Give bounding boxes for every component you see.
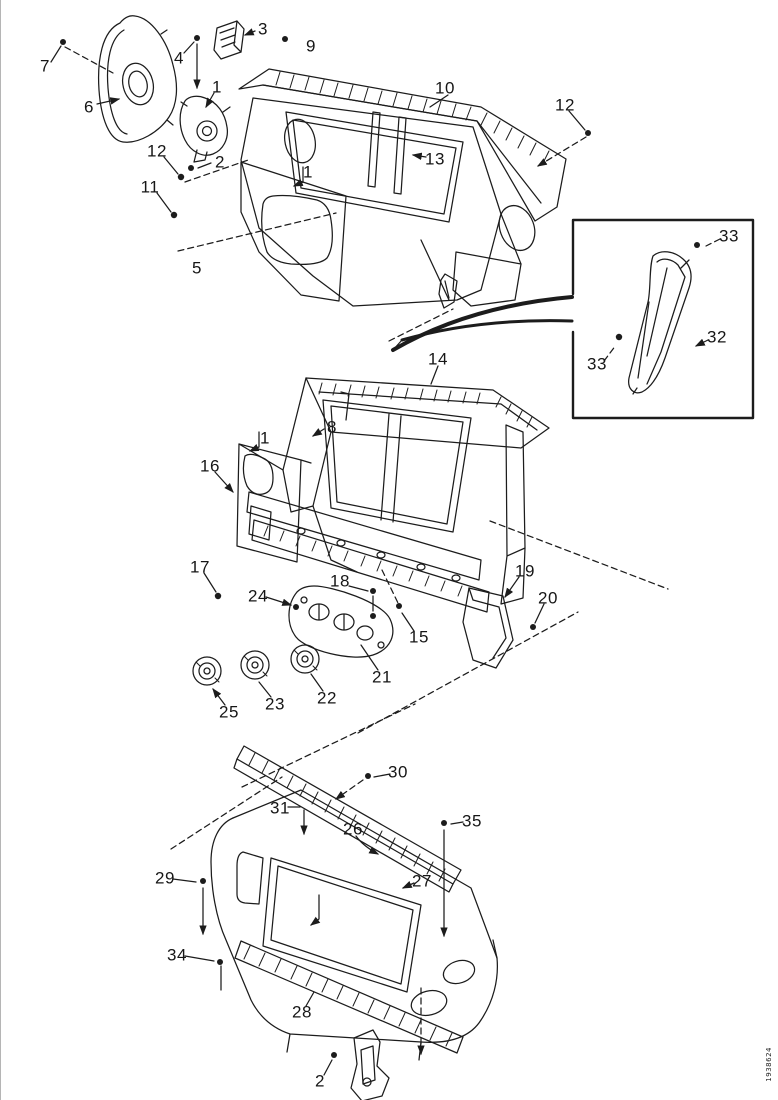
callout-22-28: 22	[317, 688, 337, 708]
lower-console-art	[211, 746, 497, 1060]
callout-34-37: 34	[167, 945, 187, 965]
callout-12-13: 12	[555, 95, 575, 115]
callout-25-30: 25	[219, 702, 239, 722]
parts-diagram-art	[1, 0, 778, 1100]
callout-35-34: 35	[462, 811, 482, 831]
callout-7-0: 7	[40, 56, 50, 76]
callout-17-21: 17	[190, 557, 210, 577]
callout-6-1: 6	[84, 97, 94, 117]
callout-14-17: 14	[428, 349, 448, 369]
callout-2-39: 2	[315, 1071, 325, 1091]
callout-16-19: 16	[200, 456, 220, 476]
callout-8-18: 8	[327, 417, 337, 437]
callout-29-36: 29	[155, 868, 175, 888]
drawing-id-text: 1938624	[765, 1047, 773, 1082]
callout-33-16: 33	[587, 354, 607, 374]
lower-bracket-art	[351, 1030, 389, 1100]
control-plate-art	[289, 586, 393, 657]
pillar-trim-art	[629, 252, 691, 394]
callout-4-3: 4	[174, 48, 184, 68]
callout-32-15: 32	[707, 327, 727, 347]
callout-30-31: 30	[388, 762, 408, 782]
console-housing-art	[237, 378, 549, 612]
callout-9-4: 9	[306, 36, 316, 56]
callout-15-24: 15	[409, 627, 429, 647]
callout-26-33: 26	[343, 819, 363, 839]
callout-20-26: 20	[538, 588, 558, 608]
callout-5-9: 5	[192, 258, 202, 278]
callout-1-5: 1	[212, 77, 222, 97]
callout-12-7: 12	[147, 141, 167, 161]
cowl-panel-art	[239, 69, 566, 306]
callout-11-8: 11	[140, 177, 160, 197]
callout-27-35: 27	[412, 871, 432, 891]
callout-33-14: 33	[719, 226, 739, 246]
callout-31-32: 31	[270, 798, 290, 818]
callout-21-27: 21	[372, 667, 392, 687]
callout-18-23: 18	[330, 571, 350, 591]
knobs-art	[193, 645, 319, 685]
callout-13-11: 13	[425, 149, 445, 169]
callout-1-12: 1	[303, 162, 313, 182]
callout-2-6: 2	[215, 152, 225, 172]
callout-3-2: 3	[258, 19, 268, 39]
inset-box-art	[573, 220, 753, 418]
callout-19-25: 19	[515, 561, 535, 581]
callout-10-10: 10	[435, 78, 455, 98]
callout-28-38: 28	[292, 1002, 312, 1022]
callout-24-22: 24	[248, 586, 268, 606]
callout-1-20: 1	[260, 428, 270, 448]
vent-grille-art	[214, 21, 244, 59]
callout-23-29: 23	[265, 694, 285, 714]
speaker-panel-art	[99, 16, 177, 142]
